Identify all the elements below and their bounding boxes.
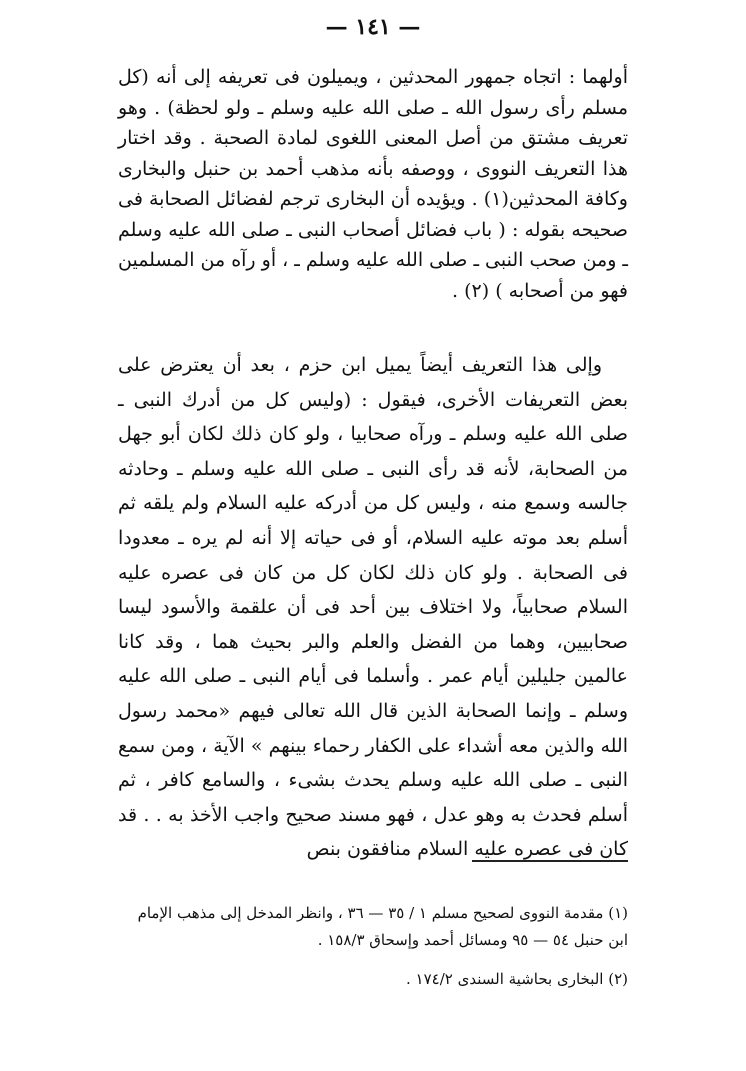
body-paragraph-1: أولهما : اتجاه جمهور المحدثين ، ويميلون فى تعريفه إلى أنه (كل مسلم رأى رسول الله ـ صلى الله عليه وسلم ـ ولو لحظة) . وهو تعريف مشتق من أصل المعنى اللغوى لمادة الصحبة . وقد اختار هذا التعريف النووى ، ووصفه بأنه مذهب أحمد بن حنبل والبخارى وكافة المحدثين(١) . ويؤيده أن البخارى ترجم لفضائل الصحابة فى صحيحه بقوله : ( باب فضائل أصحاب النبى ـ صلى الله عليه وسلم ـ ومن صحب النبى ـ صلى الله عليه وسلم ـ ، أو رآه من المسلمين فهو من أصحابه ) (٢) . xyxy=(118,66,628,302)
footnotes xyxy=(118,900,628,993)
body-paragraph-2-block xyxy=(118,348,629,861)
footnote-2: (٢) البخارى بحاشية السندى ١٧٤/٢ . xyxy=(406,970,628,988)
page-number: — ١٤١ — xyxy=(325,14,421,40)
body-paragraph-1-block xyxy=(118,62,628,337)
footnote-1: (١) مقدمة النووى لصحيح مسلم ١ / ٣٥ — ٣٦ ، وانظر المدخل إلى مذهب الإمام ابن حنبل ٥٤ — ٩٥ ومسائل أحمد وإسحاق ١٥٨/٣ . xyxy=(137,904,628,949)
body-paragraph-2: وإلى هذا التعريف أيضاً يميل ابن حزم ، بعد أن يعترض على بعض التعريفات الأخرى، فيقول : (وليس كل من أدرك النبى ـ صلى الله عليه وسلم ـ ورآه صحابيا ، ولو كان ذلك لكان أبو جهل من الصحابة، لأنه قد رأى النبى ـ صلى الله عليه وسلم ـ وحادثه جالسه وسمع منه ، وليس كل من أدركه عليه السلام ولم يلقه ثم أسلم بعد موته عليه السلام، أو فى حياته إلا أنه لم يره ـ معدودا فى الصحابة . ولو كان ذلك لكان كل من كان فى عصره عليه السلام صحابياً، ولا اختلاف بين أحد فى أن علقمة والأسود ليسا صحابيين، وهما من الفضل والعلم والبر بحيث هما ، وقد كانا عالمين جليلين أيام عمر . وأسلما فى أيام النبى ـ صلى الله عليه وسلم ـ وإنما الصحابة الذين قال الله تعالى فيهم «محمد رسول الله والذين معه أشداء على الكفار رحماء بينهم » الآية ، ومن سمع النبى ـ صلى الله عليه وسلم يحدث بشىء ، والسامع كافر ، ثم أسلم فحدث به وهو عدل ، فهو مسند صحيح واجب الأخذ به . . قد كان فى عصره عليه السلام منافقون بنص xyxy=(118,354,629,861)
footnote-separator xyxy=(472,860,628,862)
